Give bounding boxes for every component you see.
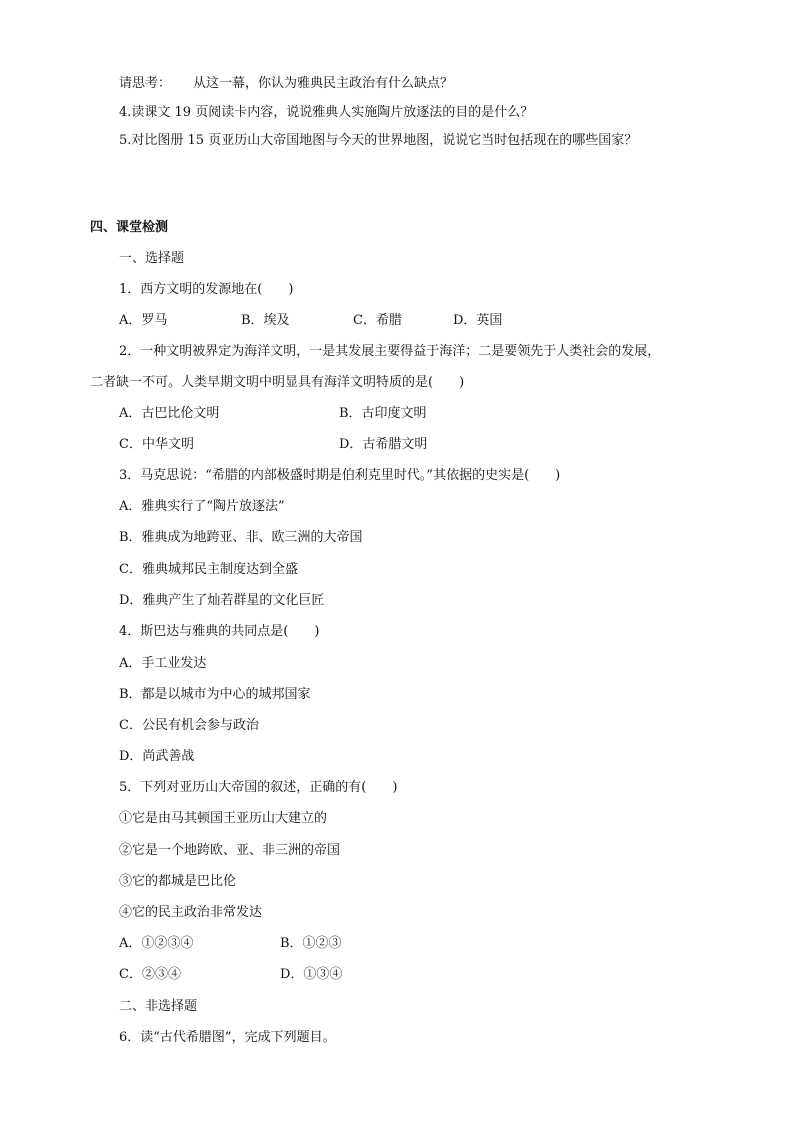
q5-statement-4: ④它的民主政治非常发达: [119, 905, 263, 920]
think-text: 从这一幕，你认为雅典民主政治有什么缺点？: [193, 76, 454, 91]
question-2-stem-line2: 二者缺一不可。人类早期文明中明显具有海洋文明特质的是( ): [90, 375, 465, 390]
q5-statement-1: ①它是由马其顿国王亚历山大建立的: [119, 811, 328, 826]
q3-option-c: C．雅典城邦民主制度达到全盛: [119, 562, 298, 577]
part-heading-non-choice: 二、非选择题: [119, 999, 198, 1014]
top-question-5: 5.对比图册 15 页亚历山大帝国地图与今天的世界地图，说说它当时包括现在的哪些国家？: [119, 133, 638, 148]
think-label: 请思考：: [119, 76, 172, 91]
q5-option-b: B．①②③: [280, 936, 342, 951]
q5-statement-2: ②它是一个地跨欧、亚、非三洲的帝国: [119, 843, 341, 858]
question-6-stem: 6．读“古代希腊图”，完成下列题目。: [119, 1030, 336, 1045]
q3-option-d: D．雅典产生了灿若群星的文化巨匠: [119, 593, 325, 608]
q1-option-d: D．英国: [453, 313, 503, 328]
section-title: 四、课堂检测: [90, 220, 169, 235]
q5-option-d: D．①③④: [280, 967, 343, 982]
question-4-stem: 4．斯巴达与雅典的共同点是( ): [119, 624, 320, 639]
q3-option-b: B．雅典成为地跨亚、非、欧三洲的大帝国: [119, 530, 363, 545]
q2-option-c: C．中华文明: [119, 437, 194, 452]
q2-option-b: B．古印度文明: [339, 406, 427, 421]
top-question-4: 4.读课文 19 页阅读卡内容，说说雅典人实施陶片放逐法的目的是什么？: [119, 105, 534, 120]
question-5-stem: 5．下列对亚历山大帝国的叙述，正确的有( ): [119, 780, 398, 795]
q1-option-b: B．埃及: [241, 313, 290, 328]
q5-option-c: C．②③④: [119, 967, 181, 982]
q4-option-c: C．公民有机会参与政治: [119, 718, 259, 733]
q2-option-d: D．古希腊文明: [339, 437, 428, 452]
question-2-stem-line1: 2．一种文明被界定为海洋文明，一是其发展主要得益于海洋；二是要领先于人类社会的发展，: [119, 344, 661, 359]
q4-option-d: D．尚武善战: [119, 749, 195, 764]
q5-statement-3: ③它的都城是巴比伦: [119, 874, 237, 889]
q5-option-a: A．①②③④: [119, 936, 194, 951]
q1-option-a: A．罗马: [119, 313, 168, 328]
q1-option-c: C．希腊: [353, 313, 402, 328]
q4-option-b: B．都是以城市为中心的城邦国家: [119, 687, 311, 702]
q3-option-a: A．雅典实行了“陶片放逐法”: [119, 499, 285, 514]
question-3-stem: 3．马克思说：“希腊的内部极盛时期是伯利克里时代。”其依据的史实是( ): [119, 468, 561, 483]
q2-option-a: A．古巴比伦文明: [119, 406, 220, 421]
part-heading-choice: 一、选择题: [119, 251, 185, 266]
q4-option-a: A．手工业发达: [119, 656, 207, 671]
question-1-stem: 1．西方文明的发源地在( ): [119, 282, 294, 297]
think-prompt: [119, 75, 453, 93]
